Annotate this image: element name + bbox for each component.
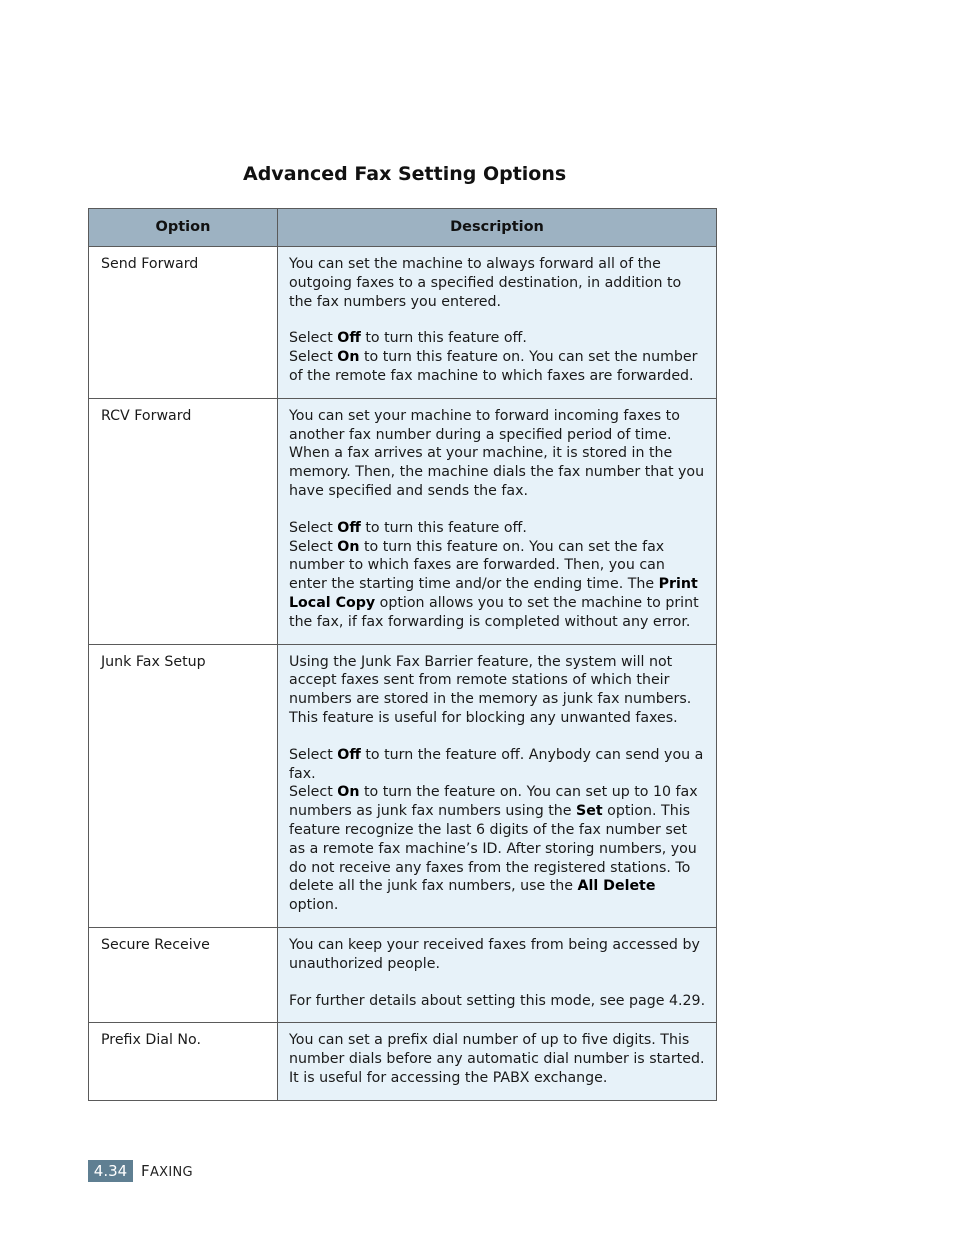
description-text: option. xyxy=(289,897,339,914)
page-title: Advanced Fax Setting Options xyxy=(243,163,567,185)
description-text: You can set your machine to forward incoming faxes to another fax number during a specified period of time. When a fax arrives at your machine, it is stored in the memory. Then, the machine dials the fax number that you have specified and sends the fax. xyxy=(289,407,705,499)
option-name: Secure Receive xyxy=(89,927,278,1022)
table-row xyxy=(89,247,717,399)
bold-term: On xyxy=(337,538,360,555)
description-text: Select xyxy=(289,784,338,801)
option-name: Prefix Dial No. xyxy=(89,1023,278,1100)
paragraph-gap xyxy=(289,311,706,329)
description-text: Select xyxy=(289,538,338,555)
option-description xyxy=(278,1023,717,1100)
description-paragraph xyxy=(289,1031,706,1087)
option-description xyxy=(278,927,717,1022)
description-text: You can set the machine to always forward all of the outgoing faxes to a specified destination, in addition to the fax numbers you entered. xyxy=(289,256,682,310)
description-paragraph xyxy=(289,783,706,915)
description-text: Select xyxy=(289,349,338,366)
paragraph-gap xyxy=(289,974,706,992)
description-paragraph xyxy=(289,538,706,632)
table-row xyxy=(89,1023,717,1100)
description-paragraph xyxy=(289,746,706,784)
description-text: Using the Junk Fax Barrier feature, the system will not accept faxes sent from remote stations of which their numbers are stored in the memory as junk fax numbers. This feature is useful for blocking any unwanted faxes. xyxy=(289,653,692,726)
description-text: You can set a prefix dial number of up to five digits. This number dials before any automatic dial number is started. It is useful for accessing the PABX exchange. xyxy=(289,1032,705,1086)
description-text: option allows you to set the machine to print the fax, if fax forwarding is completed without any error. xyxy=(289,594,699,630)
bold-term: On xyxy=(337,349,360,366)
description-text: For further details about setting this mode, see page 4.29. xyxy=(289,992,706,1009)
bold-term: All Delete xyxy=(577,878,656,895)
paragraph-gap xyxy=(289,501,706,519)
option-column-header: Option xyxy=(89,209,278,247)
description-paragraph xyxy=(289,992,706,1011)
bold-term: Off xyxy=(337,746,361,763)
table-header-row xyxy=(89,209,717,247)
description-paragraph xyxy=(289,348,706,386)
description-text: to turn the feature off. Anybody can send you a fax. xyxy=(289,746,704,782)
description-text: to turn this feature off. xyxy=(360,330,527,347)
table-row xyxy=(89,644,717,927)
paragraph-gap xyxy=(289,728,706,746)
description-paragraph xyxy=(289,407,706,501)
description-text: to turn this feature off. xyxy=(360,519,527,536)
option-name: Junk Fax Setup xyxy=(89,644,278,927)
page-footer xyxy=(88,1160,193,1182)
description-text: option. This feature recognize the last 6 digits of the fax number set as a remote fax machine’s ID. After storing numbers, you do not receive any faxes from the registered stations. To delete all the junk fax numbers, use the xyxy=(289,803,697,895)
section-name-initial: F xyxy=(141,1162,150,1180)
options-table xyxy=(88,208,717,1101)
description-paragraph xyxy=(289,936,706,974)
description-text: Select xyxy=(289,746,338,763)
option-description xyxy=(278,398,717,644)
description-text: to turn this feature on. You can set the number of the remote fax machine to which faxes are forwarded. xyxy=(289,349,698,384)
bold-term: Off xyxy=(337,330,361,347)
bold-term: Off xyxy=(337,519,361,536)
bold-term: Print Local Copy xyxy=(289,576,698,611)
table-row xyxy=(89,927,717,1022)
option-name: RCV Forward xyxy=(89,398,278,644)
description-text: Select xyxy=(289,519,338,536)
description-paragraph xyxy=(289,329,706,348)
description-column-header: Description xyxy=(278,209,717,247)
option-name: Send Forward xyxy=(89,247,278,399)
description-text: to turn this feature on. You can set the fax number to which faxes are forwarded. Then, you can enter the starting time and/or the ending time. The xyxy=(289,538,665,593)
description-paragraph xyxy=(289,653,706,728)
option-description xyxy=(278,644,717,927)
description-text: Select xyxy=(289,330,338,347)
description-paragraph xyxy=(289,255,706,311)
option-description xyxy=(278,247,717,399)
description-text: You can keep your received faxes from being accessed by unauthorized people. xyxy=(289,936,700,972)
description-text: to turn the feature on. You can set up to 10 fax numbers as junk fax numbers using the xyxy=(289,784,698,820)
section-name xyxy=(141,1162,193,1180)
section-name-rest: AXING xyxy=(149,1165,193,1180)
table-row xyxy=(89,398,717,644)
bold-term: On xyxy=(337,784,360,801)
description-paragraph xyxy=(289,519,706,538)
page-number: 4.34 xyxy=(88,1160,133,1182)
bold-term: Set xyxy=(576,803,603,820)
